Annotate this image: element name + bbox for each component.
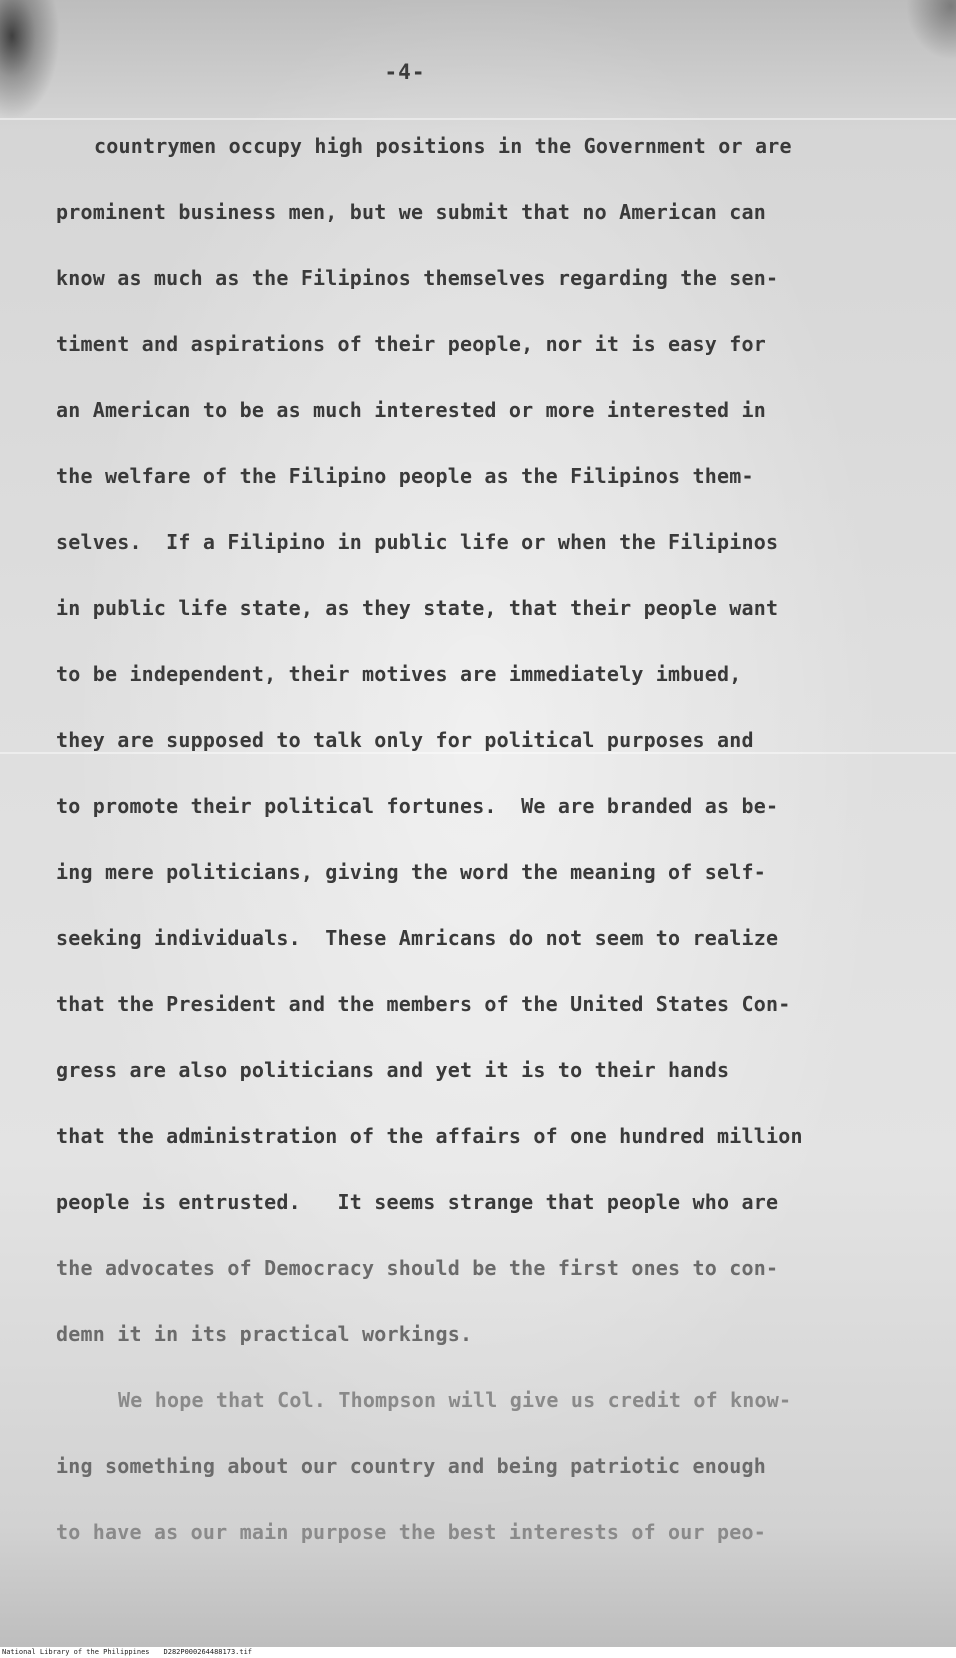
text-line: in public life state, as they state, that their people want: [56, 596, 779, 620]
text-line: ing something about our country and being patriotic enough: [56, 1454, 766, 1478]
archive-footer: [0, 1647, 956, 1658]
text-line: to promote their political fortunes. We are branded as be-: [56, 794, 779, 818]
footer-institution: National Library of the Philippines: [2, 1648, 150, 1656]
footer-file-id: D282P000264488173.tif: [163, 1648, 253, 1656]
page-number: -4-: [384, 60, 426, 84]
text-line: prominent business men, but we submit that no American can: [56, 200, 766, 224]
text-line: they are supposed to talk only for political purposes and: [56, 728, 754, 752]
text-line: the advocates of Democracy should be the first ones to con-: [56, 1256, 779, 1280]
text-line: to be independent, their motives are immediately imbued,: [56, 662, 742, 686]
text-line: gress are also politicians and yet it is to their hands: [56, 1058, 730, 1082]
text-line: that the administration of the affairs of one hundred million: [56, 1124, 803, 1148]
text-line: people is entrusted. It seems strange that people who are: [56, 1190, 779, 1214]
text-line: selves. If a Filipino in public life or when the Filipinos: [56, 530, 779, 554]
text-line: countrymen occupy high positions in the Government or are: [94, 134, 792, 158]
text-line: timent and aspirations of their people, nor it is easy for: [56, 332, 766, 356]
text-line: We hope that Col. Thompson will give us credit of know-: [118, 1388, 792, 1412]
scan-shadow-corner: [906, 0, 956, 60]
text-line: ing mere politicians, giving the word the meaning of self-: [56, 860, 766, 884]
typewritten-body: [56, 124, 916, 1576]
text-line: seeking individuals. These Amricans do not seem to realize: [56, 926, 779, 950]
text-line: know as much as the Filipinos themselves regarding the sen-: [56, 266, 779, 290]
text-line: the welfare of the Filipino people as the Filipinos them-: [56, 464, 754, 488]
text-line: demn it in its practical workings.: [56, 1322, 473, 1346]
text-line: to have as our main purpose the best interests of our peo-: [56, 1520, 766, 1544]
fold-line: [0, 118, 956, 120]
text-line: an American to be as much interested or more interested in: [56, 398, 766, 422]
text-line: that the President and the members of the United States Con-: [56, 992, 791, 1016]
